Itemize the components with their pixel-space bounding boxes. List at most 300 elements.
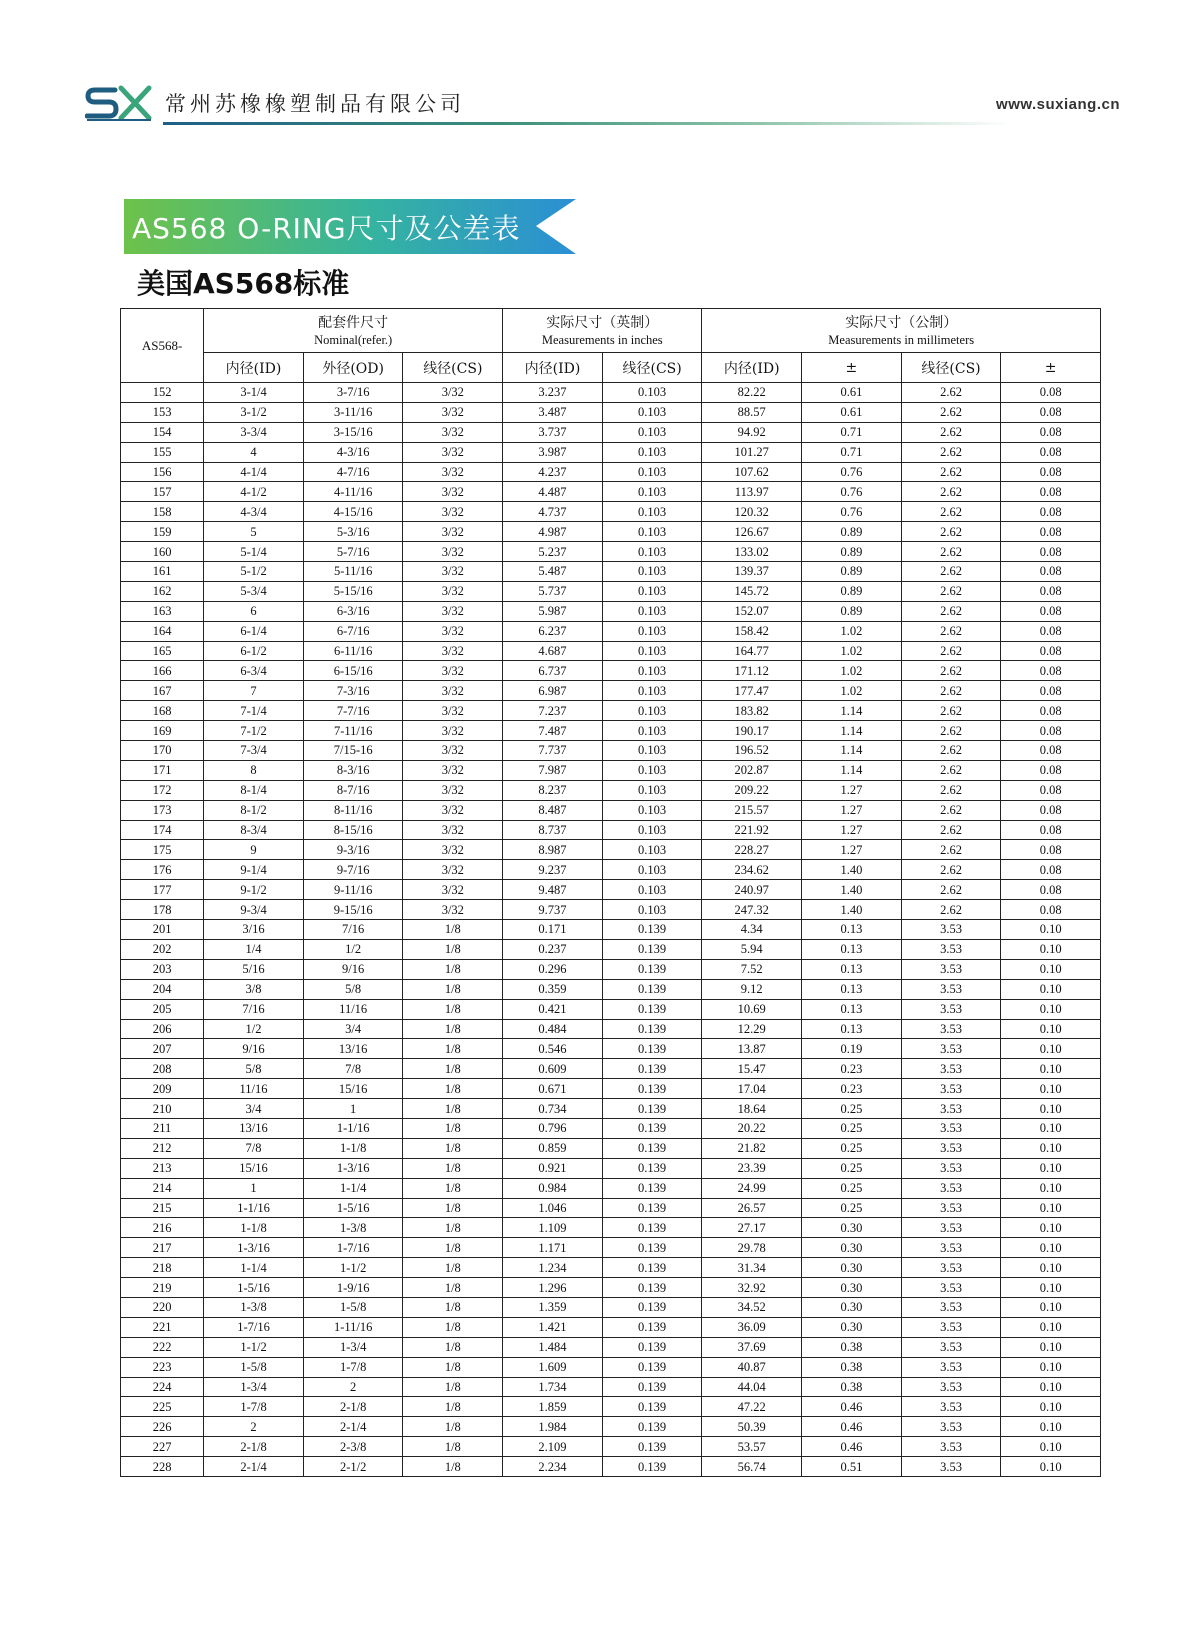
table-cell: 0.103 — [602, 860, 702, 880]
table-cell: 0.103 — [602, 661, 702, 681]
table-cell: 0.89 — [802, 542, 902, 562]
table-cell: 107.62 — [702, 462, 802, 482]
table-cell: 0.734 — [503, 1099, 603, 1119]
table-cell: 0.25 — [802, 1198, 902, 1218]
table-cell: 1-9/16 — [303, 1278, 403, 1298]
table-cell: 0.08 — [1001, 502, 1101, 522]
table-cell: 3.53 — [901, 1138, 1001, 1158]
table-cell: 0.89 — [802, 601, 902, 621]
table-cell: 0.30 — [802, 1238, 902, 1258]
dash-number-cell: 211 — [121, 1118, 204, 1138]
table-cell: 0.139 — [602, 1238, 702, 1258]
table-row — [121, 1079, 1101, 1099]
table-cell: 1-1/8 — [303, 1138, 403, 1158]
table-cell: 0.139 — [602, 1337, 702, 1357]
table-cell: 1-3/16 — [204, 1238, 304, 1258]
table-row — [121, 820, 1101, 840]
table-cell: 1/8 — [403, 959, 503, 979]
table-cell: 0.10 — [1001, 1377, 1101, 1397]
banner-title: AS568 O-RING尺寸及公差表 — [132, 212, 521, 245]
table-cell: 24.99 — [702, 1178, 802, 1198]
nominal-header-cn: 配套件尺寸 — [318, 314, 389, 331]
table-cell: 0.10 — [1001, 1079, 1101, 1099]
table-cell: 9-7/16 — [303, 860, 403, 880]
dash-number-cell: 201 — [121, 920, 204, 940]
table-cell: 1/8 — [403, 939, 503, 959]
table-cell: 0.76 — [802, 462, 902, 482]
table-cell: 15/16 — [204, 1158, 304, 1178]
table-cell: 3/32 — [403, 542, 503, 562]
table-cell: 1-7/16 — [303, 1238, 403, 1258]
nominal-group-header — [204, 309, 503, 353]
table-cell: 1.984 — [503, 1417, 603, 1437]
table-row — [121, 1158, 1101, 1178]
table-cell: 0.103 — [602, 840, 702, 860]
table-cell: 3-11/16 — [303, 402, 403, 422]
table-row — [121, 621, 1101, 641]
table-cell: 0.859 — [503, 1138, 603, 1158]
website-url: www.suxiang.cn — [996, 96, 1120, 113]
table-cell: 3/32 — [403, 860, 503, 880]
table-cell: 0.23 — [802, 1059, 902, 1079]
inches-header-en: Measurements in inches — [541, 332, 663, 347]
table-cell: 3.987 — [503, 442, 603, 462]
table-cell: 101.27 — [702, 442, 802, 462]
table-cell: 0.10 — [1001, 1178, 1101, 1198]
table-cell: 0.139 — [602, 1198, 702, 1218]
table-cell: 0.10 — [1001, 1397, 1101, 1417]
table-cell: 0.08 — [1001, 522, 1101, 542]
table-cell: 1/8 — [403, 1178, 503, 1198]
table-group-header-row — [121, 309, 1101, 353]
table-cell: 1.02 — [802, 661, 902, 681]
table-cell: 1/8 — [403, 1059, 503, 1079]
dash-number-cell: 222 — [121, 1337, 204, 1357]
table-cell: 3.53 — [901, 1079, 1001, 1099]
table-cell: 47.22 — [702, 1397, 802, 1417]
table-cell: 5 — [204, 522, 304, 542]
table-cell: 2-1/4 — [303, 1417, 403, 1437]
table-cell: 1/8 — [403, 1118, 503, 1138]
table-row — [121, 1019, 1101, 1039]
table-cell: 3.53 — [901, 1059, 1001, 1079]
table-cell: 9 — [204, 840, 304, 860]
table-cell: 0.103 — [602, 701, 702, 721]
table-cell: 3/16 — [204, 920, 304, 940]
table-cell: 1-1/2 — [204, 1337, 304, 1357]
table-cell: 3.53 — [901, 1377, 1001, 1397]
table-cell: 1-11/16 — [303, 1317, 403, 1337]
dash-number-cell: 221 — [121, 1317, 204, 1337]
table-cell: 190.17 — [702, 721, 802, 741]
table-cell: 37.69 — [702, 1337, 802, 1357]
table-cell: 5-11/16 — [303, 562, 403, 582]
table-cell: 2.62 — [901, 402, 1001, 422]
table-cell: 0.10 — [1001, 1198, 1101, 1218]
table-cell: 0.139 — [602, 1178, 702, 1198]
table-cell: 8-1/4 — [204, 780, 304, 800]
table-cell: 3/32 — [403, 641, 503, 661]
table-row — [121, 1377, 1101, 1397]
table-row — [121, 1138, 1101, 1158]
table-cell: 164.77 — [702, 641, 802, 661]
table-cell: 2.62 — [901, 422, 1001, 442]
table-cell: 0.671 — [503, 1079, 603, 1099]
table-cell: 5-3/16 — [303, 522, 403, 542]
dash-number-cell: 227 — [121, 1437, 204, 1457]
table-cell: 0.08 — [1001, 820, 1101, 840]
dash-number-cell: 178 — [121, 900, 204, 920]
table-row — [121, 1118, 1101, 1138]
table-cell: 4-7/16 — [303, 462, 403, 482]
table-cell: 15/16 — [303, 1079, 403, 1099]
table-cell: 0.10 — [1001, 999, 1101, 1019]
table-cell: 0.103 — [602, 760, 702, 780]
table-cell: 139.37 — [702, 562, 802, 582]
table-cell: 1/8 — [403, 1337, 503, 1357]
table-cell: 0.103 — [602, 601, 702, 621]
table-cell: 7.737 — [503, 741, 603, 761]
table-cell: 1/8 — [403, 1079, 503, 1099]
table-cell: 17.04 — [702, 1079, 802, 1099]
table-cell: 0.103 — [602, 721, 702, 741]
table-cell: 3/8 — [204, 979, 304, 999]
table-row — [121, 1059, 1101, 1079]
table-cell: 3/32 — [403, 422, 503, 442]
table-row — [121, 1297, 1101, 1317]
table-row — [121, 701, 1101, 721]
dash-number-cell: 228 — [121, 1457, 204, 1477]
table-cell: 8-1/2 — [204, 800, 304, 820]
table-row — [121, 1178, 1101, 1198]
table-cell: 0.10 — [1001, 1337, 1101, 1357]
table-cell: 9.487 — [503, 880, 603, 900]
table-cell: 8-7/16 — [303, 780, 403, 800]
table-cell: 0.139 — [602, 1457, 702, 1477]
table-cell: 50.39 — [702, 1417, 802, 1437]
table-cell: 0.139 — [602, 1099, 702, 1119]
table-cell: 2.62 — [901, 721, 1001, 741]
table-row — [121, 1397, 1101, 1417]
table-cell: 0.10 — [1001, 1039, 1101, 1059]
table-cell: 1.734 — [503, 1377, 603, 1397]
table-cell: 9/16 — [204, 1039, 304, 1059]
table-cell: 3/4 — [303, 1019, 403, 1039]
dash-number-cell: 164 — [121, 621, 204, 641]
table-cell: 2.62 — [901, 900, 1001, 920]
table-cell: 56.74 — [702, 1457, 802, 1477]
table-row — [121, 959, 1101, 979]
dash-number-cell: 212 — [121, 1138, 204, 1158]
table-cell: 0.139 — [602, 1138, 702, 1158]
table-cell: 1-1/4 — [204, 1258, 304, 1278]
table-cell: 1-7/8 — [204, 1397, 304, 1417]
table-cell: 1.109 — [503, 1218, 603, 1238]
dash-number-cell: 219 — [121, 1278, 204, 1298]
table-cell: 6-3/16 — [303, 601, 403, 621]
table-cell: 6-15/16 — [303, 661, 403, 681]
table-cell: 0.08 — [1001, 661, 1101, 681]
table-cell: 0.103 — [602, 800, 702, 820]
table-cell: 3/32 — [403, 741, 503, 761]
table-cell: 3.53 — [901, 1099, 1001, 1119]
table-cell: 0.139 — [602, 1039, 702, 1059]
table-cell: 1.27 — [802, 820, 902, 840]
table-cell: 7-1/4 — [204, 701, 304, 721]
table-cell: 8 — [204, 760, 304, 780]
table-cell: 82.22 — [702, 383, 802, 403]
table-cell: 2.62 — [901, 601, 1001, 621]
table-cell: 0.103 — [602, 741, 702, 761]
table-row — [121, 800, 1101, 820]
table-cell: 3/32 — [403, 780, 503, 800]
table-cell: 3/32 — [403, 601, 503, 621]
mm-header-en: Measurements in millimeters — [828, 332, 975, 347]
table-cell: 4-1/2 — [204, 482, 304, 502]
table-cell: 1.421 — [503, 1317, 603, 1337]
table-cell: 3/32 — [403, 701, 503, 721]
dash-number-cell: 167 — [121, 681, 204, 701]
mm-header-cn: 实际尺寸（公制） — [845, 314, 958, 331]
table-row — [121, 601, 1101, 621]
table-cell: 0.103 — [602, 581, 702, 601]
table-cell: 0.08 — [1001, 780, 1101, 800]
table-row — [121, 939, 1101, 959]
table-cell: 9.237 — [503, 860, 603, 880]
table-cell: 32.92 — [702, 1278, 802, 1298]
table-cell: 3.53 — [901, 1019, 1001, 1039]
table-cell: 3/4 — [204, 1099, 304, 1119]
table-cell: 3.237 — [503, 383, 603, 403]
dash-number-cell: 215 — [121, 1198, 204, 1218]
table-cell: 3.53 — [901, 1238, 1001, 1258]
table-cell: 1.27 — [802, 840, 902, 860]
table-cell: 152.07 — [702, 601, 802, 621]
table-cell: 0.103 — [602, 641, 702, 661]
dash-number-cell: 159 — [121, 522, 204, 542]
table-cell: 1/8 — [403, 1099, 503, 1119]
dash-number-cell: 225 — [121, 1397, 204, 1417]
table-cell: 0.19 — [802, 1039, 902, 1059]
table-cell: 0.139 — [602, 1317, 702, 1337]
table-cell: 1/8 — [403, 1158, 503, 1178]
dash-number-cell: 202 — [121, 939, 204, 959]
company-name: 常州苏橡橡塑制品有限公司 — [165, 92, 465, 116]
table-cell: 5/16 — [204, 959, 304, 979]
table-cell: 0.103 — [602, 502, 702, 522]
table-cell: 0.921 — [503, 1158, 603, 1178]
dash-number-cell: 160 — [121, 542, 204, 562]
table-cell: 215.57 — [702, 800, 802, 820]
table-cell: 1/8 — [403, 1417, 503, 1437]
table-row — [121, 383, 1101, 403]
table-cell: 0.38 — [802, 1337, 902, 1357]
table-cell: 234.62 — [702, 860, 802, 880]
table-cell: 2.62 — [901, 562, 1001, 582]
table-cell: 2.62 — [901, 442, 1001, 462]
table-cell: 0.139 — [602, 1417, 702, 1437]
table-cell: 4.987 — [503, 522, 603, 542]
table-cell: 0.08 — [1001, 800, 1101, 820]
table-row — [121, 1258, 1101, 1278]
table-cell: 1.14 — [802, 721, 902, 741]
table-cell: 11/16 — [303, 999, 403, 1019]
table-cell: 1 — [204, 1178, 304, 1198]
table-cell: 0.89 — [802, 562, 902, 582]
table-cell: 0.103 — [602, 422, 702, 442]
table-cell: 3/32 — [403, 621, 503, 641]
table-cell: 0.103 — [602, 542, 702, 562]
table-cell: 8-3/16 — [303, 760, 403, 780]
table-cell: 2-1/2 — [303, 1457, 403, 1477]
table-cell: 0.30 — [802, 1258, 902, 1278]
table-cell: 94.92 — [702, 422, 802, 442]
dash-number-cell: 158 — [121, 502, 204, 522]
table-cell: 0.89 — [802, 581, 902, 601]
table-cell: 0.08 — [1001, 741, 1101, 761]
dash-number-cell: 173 — [121, 800, 204, 820]
table-cell: 3.53 — [901, 979, 1001, 999]
table-cell: 3/32 — [403, 562, 503, 582]
table-cell: 6.987 — [503, 681, 603, 701]
table-cell: 5-7/16 — [303, 542, 403, 562]
table-cell: 3/32 — [403, 383, 503, 403]
table-cell: 1-5/16 — [303, 1198, 403, 1218]
dash-number-cell: 153 — [121, 402, 204, 422]
table-cell: 0.10 — [1001, 920, 1101, 940]
dash-number-cell: 170 — [121, 741, 204, 761]
table-row — [121, 502, 1101, 522]
inches-header-cn: 实际尺寸（英制） — [546, 314, 659, 331]
table-cell: 4-3/4 — [204, 502, 304, 522]
table-cell: 0.10 — [1001, 1258, 1101, 1278]
table-cell: 4.487 — [503, 482, 603, 502]
table-cell: 0.139 — [602, 920, 702, 940]
table-cell: 7/16 — [204, 999, 304, 1019]
table-cell: 0.139 — [602, 999, 702, 1019]
table-cell: 34.52 — [702, 1297, 802, 1317]
table-cell: 3.737 — [503, 422, 603, 442]
table-row — [121, 422, 1101, 442]
table-cell: 0.10 — [1001, 1019, 1101, 1039]
table-row — [121, 482, 1101, 502]
table-cell: 3/32 — [403, 661, 503, 681]
table-cell: 1.171 — [503, 1238, 603, 1258]
table-cell: 1-3/4 — [303, 1337, 403, 1357]
table-cell: 29.78 — [702, 1238, 802, 1258]
table-cell: 4-3/16 — [303, 442, 403, 462]
table-cell: 0.08 — [1001, 721, 1101, 741]
table-cell: 10.69 — [702, 999, 802, 1019]
table-cell: 1.859 — [503, 1397, 603, 1417]
dash-number-cell: 205 — [121, 999, 204, 1019]
table-cell: 1/8 — [403, 1278, 503, 1298]
table-row — [121, 1457, 1101, 1477]
table-cell: 3.53 — [901, 1457, 1001, 1477]
table-cell: 1-3/16 — [303, 1158, 403, 1178]
table-cell: 13/16 — [303, 1039, 403, 1059]
table-row — [121, 840, 1101, 860]
table-cell: 3/32 — [403, 681, 503, 701]
dash-number-cell: 154 — [121, 422, 204, 442]
table-cell: 0.46 — [802, 1437, 902, 1457]
table-cell: 1.27 — [802, 780, 902, 800]
table-cell: 7/8 — [204, 1138, 304, 1158]
table-cell: 5.737 — [503, 581, 603, 601]
table-cell: 2.62 — [901, 462, 1001, 482]
table-cell: 202.87 — [702, 760, 802, 780]
table-cell: 0.51 — [802, 1457, 902, 1477]
table-cell: 1.14 — [802, 701, 902, 721]
table-cell: 5-3/4 — [204, 581, 304, 601]
dash-number-cell: 168 — [121, 701, 204, 721]
table-cell: 0.08 — [1001, 482, 1101, 502]
table-cell: 3-7/16 — [303, 383, 403, 403]
table-cell: 2.62 — [901, 820, 1001, 840]
table-cell: 4-15/16 — [303, 502, 403, 522]
table-row — [121, 542, 1101, 562]
table-cell: 0.139 — [602, 1218, 702, 1238]
dash-number-cell: 161 — [121, 562, 204, 582]
table-cell: 240.97 — [702, 880, 802, 900]
table-cell: 0.10 — [1001, 979, 1101, 999]
table-cell: 0.421 — [503, 999, 603, 1019]
table-row — [121, 442, 1101, 462]
table-cell: 221.92 — [702, 820, 802, 840]
table-cell: 2.62 — [901, 621, 1001, 641]
table-cell: 4.237 — [503, 462, 603, 482]
table-cell: 0.08 — [1001, 880, 1101, 900]
table-cell: 4 — [204, 442, 304, 462]
table-cell: 5-1/4 — [204, 542, 304, 562]
table-cell: 3.53 — [901, 1118, 1001, 1138]
table-cell: 0.359 — [503, 979, 603, 999]
table-cell: 9-11/16 — [303, 880, 403, 900]
table-cell: 0.10 — [1001, 1278, 1101, 1298]
table-cell: 2.62 — [901, 860, 1001, 880]
table-cell: 0.46 — [802, 1417, 902, 1437]
dash-number-cell: 213 — [121, 1158, 204, 1178]
table-row — [121, 721, 1101, 741]
sub-header: ± — [1001, 353, 1101, 383]
dash-number-cell: 218 — [121, 1258, 204, 1278]
table-cell: 2.62 — [901, 760, 1001, 780]
sub-header: 内径(ID) — [204, 353, 304, 383]
dash-number-cell: 209 — [121, 1079, 204, 1099]
table-cell: 0.10 — [1001, 1417, 1101, 1437]
table-row — [121, 760, 1101, 780]
table-cell: 2.62 — [901, 482, 1001, 502]
table-cell: 53.57 — [702, 1437, 802, 1457]
table-cell: 6-1/4 — [204, 621, 304, 641]
sub-header: 内径(ID) — [503, 353, 603, 383]
table-cell: 3.53 — [901, 959, 1001, 979]
table-cell: 1/8 — [403, 1397, 503, 1417]
table-cell: 2.62 — [901, 701, 1001, 721]
table-cell: 9-3/16 — [303, 840, 403, 860]
table-cell: 3/32 — [403, 462, 503, 482]
table-cell: 1/2 — [303, 939, 403, 959]
table-cell: 0.08 — [1001, 900, 1101, 920]
inches-group-header — [503, 309, 702, 353]
table-cell: 5.487 — [503, 562, 603, 582]
table-row — [121, 641, 1101, 661]
table-cell: 7 — [204, 681, 304, 701]
table-cell: 1-3/8 — [303, 1218, 403, 1238]
table-cell: 3/32 — [403, 721, 503, 741]
table-cell: 4-1/4 — [204, 462, 304, 482]
table-cell: 0.10 — [1001, 1138, 1101, 1158]
